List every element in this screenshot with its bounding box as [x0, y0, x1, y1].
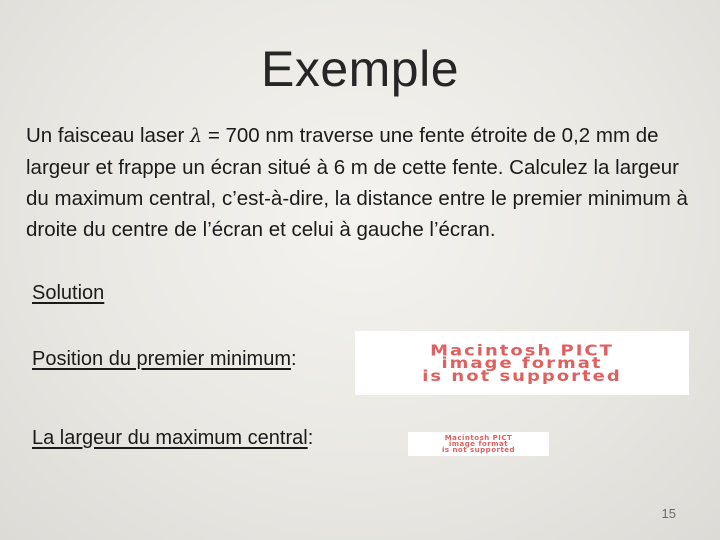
problem-statement — [26, 120, 696, 245]
placeholder-text-small: Macintosh PICT image format is not supported — [441, 434, 516, 454]
slide-title-text: Exemple — [260, 41, 460, 97]
lambda-symbol: λ — [190, 125, 203, 147]
slide-title — [0, 40, 720, 98]
first-minimum-label — [32, 348, 297, 371]
problem-text-rest: = 700 nm traverse une fente étroite de 0,2 mm de largeur et frappe un écran situé à 6 m de cette fente. Calculez la largeur du maximum central, c’est-à-dire, la distance entre le premier minimum à droite du centre de l’écran et celui à gauche l’écran. — [26, 124, 688, 241]
problem-text-start: Un faisceau laser — [26, 124, 191, 147]
central-width-label-text: La largeur du maximum central — [32, 427, 308, 449]
solution-label: Solution — [32, 282, 105, 304]
central-width-label — [32, 427, 313, 450]
unsupported-image-placeholder-small — [408, 432, 549, 456]
central-width-label-colon: : — [307, 427, 314, 449]
first-minimum-label-text: Position du premier minimum — [32, 348, 291, 370]
unsupported-image-placeholder — [355, 331, 689, 395]
placeholder-text: Macintosh PICT image format is not supported — [422, 341, 622, 385]
first-minimum-label-colon: : — [290, 348, 297, 370]
page-number: 15 — [661, 506, 676, 521]
